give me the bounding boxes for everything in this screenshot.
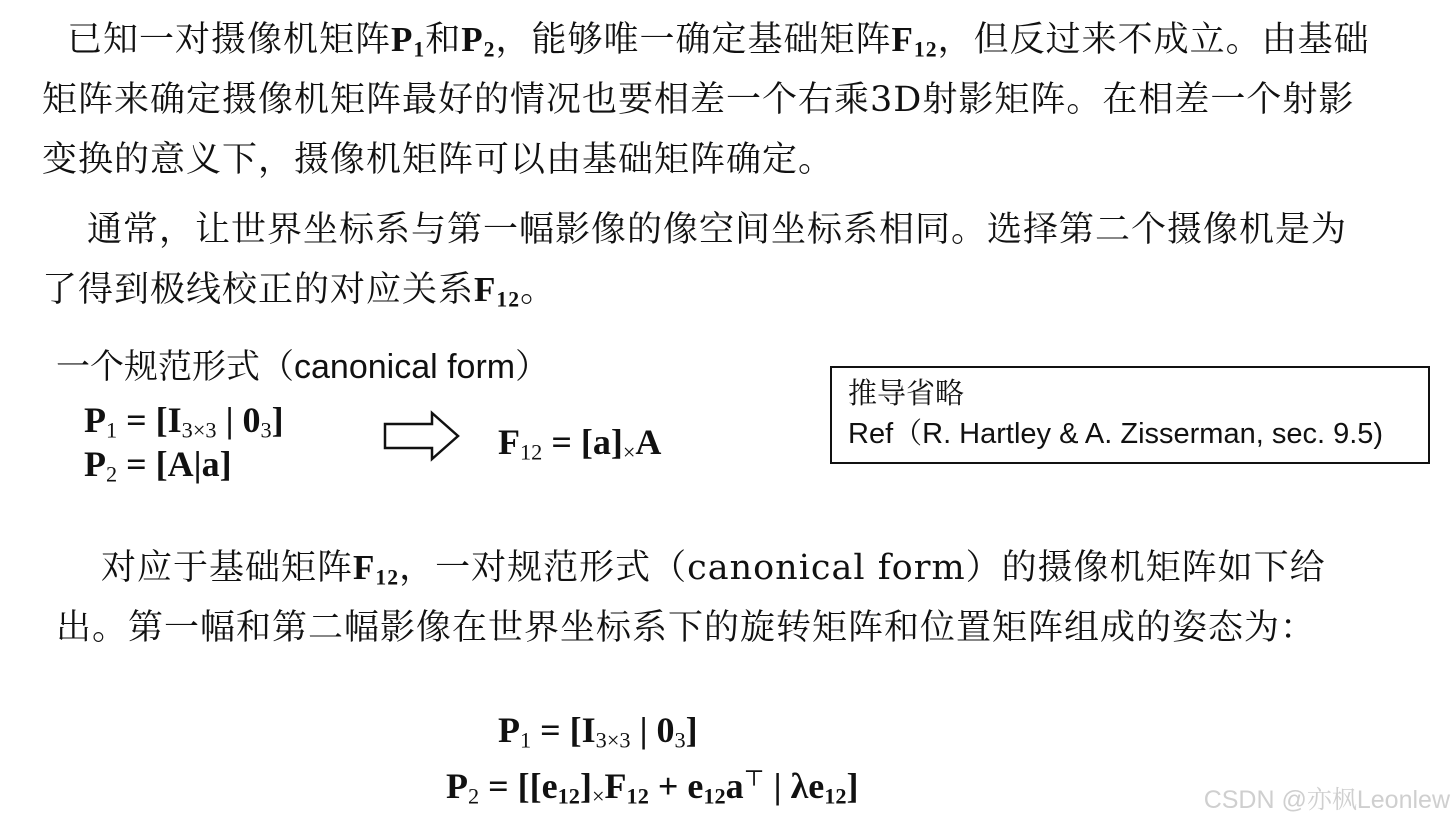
eq-p2-rhs: = [A|a] <box>117 444 232 484</box>
f12-symbol-3 <box>353 548 400 590</box>
eq-f-rhs-b: A <box>635 422 662 462</box>
f12-symbol-2 <box>474 270 521 312</box>
p1-symbol <box>391 20 426 62</box>
eq-f-rhs-a: = [a] <box>542 422 623 462</box>
f-sub-2: 12 <box>496 287 521 312</box>
final-p2-equation <box>446 764 859 808</box>
eq-f-rhs-sub: × <box>622 439 636 465</box>
paragraph-2 <box>42 200 1372 320</box>
para2-text-2: 。 <box>520 270 557 310</box>
p2-sub: 2 <box>483 37 496 62</box>
final-p2-rhs-sub1: 12 <box>557 783 580 809</box>
paragraph-1 <box>42 10 1372 190</box>
final-p2-rhs-a: = [[e <box>479 766 558 806</box>
eq-p1-rhs-c: ] <box>271 400 284 440</box>
final-p1-rhs-c: ] <box>685 710 698 750</box>
final-p1-rhs-sub1: 3×3 <box>595 727 631 753</box>
para1-text-4: ，但反过来不成立。由基础矩阵来确定摄像机矩阵最好的情况也要相差一个右乘3D射影矩阵。在相差一个射影变换的意义下，摄像机矩阵可以由基础矩阵确定。 <box>42 20 1370 180</box>
final-p2-rhs-d: + e <box>648 766 704 806</box>
p2-symbol <box>461 20 496 62</box>
paragraph-3 <box>56 538 1372 658</box>
ref-line-1: 推导省略 <box>848 378 965 410</box>
eq-p1-sub: 1 <box>106 417 118 443</box>
final-p2-rhs-sub3: 12 <box>626 783 649 809</box>
final-p1-equation <box>498 708 698 752</box>
eq-p1-rhs-a: = [I <box>117 400 182 440</box>
csdn-watermark: CSDN @亦枫Leonlew <box>1203 786 1450 814</box>
f-letter-2: F <box>474 270 497 309</box>
eq-f-lhs: F <box>498 422 520 462</box>
canonical-p2-equation <box>84 442 232 486</box>
reference-box <box>830 366 1430 464</box>
para1-text-1: 已知一对摄像机矩阵 <box>67 20 392 60</box>
final-p1-sub: 1 <box>520 727 532 753</box>
final-p2-lhs: P <box>446 766 468 806</box>
eq-p1-lhs: P <box>84 400 106 440</box>
canonical-p1-equation <box>84 398 284 442</box>
final-p1-rhs-sub2: 3 <box>674 727 686 753</box>
f-letter: F <box>891 20 914 59</box>
para3-text-2: ，一对规范形式（canonical form）的摄像机矩阵如下给出。第一幅和第二幅影像在世界坐标系下的旋转矩阵和位置矩阵组成的姿态为： <box>56 548 1326 648</box>
ref-line-2: Ref（R. Hartley & A. Zisserman, sec. 9.5) <box>848 418 1384 450</box>
right-hollow-arrow-icon <box>382 410 462 462</box>
final-p2-rhs-c: F <box>604 766 627 806</box>
p2-letter: P <box>461 20 484 59</box>
final-p1-rhs-a: = [I <box>531 710 596 750</box>
final-p2-rhs-sub5: 12 <box>824 783 847 809</box>
final-p2-rhs-b: ] <box>579 766 592 806</box>
final-p1-lhs: P <box>498 710 520 750</box>
f12-symbol <box>891 20 938 62</box>
para3-text-1: 对应于基础矩阵 <box>101 548 354 588</box>
para2-text-1: 通常，让世界坐标系与第一幅影像的像空间坐标系相同。选择第二个摄像机是为了得到极线校正的对应关系 <box>42 210 1348 310</box>
eq-f-sub: 12 <box>520 439 543 465</box>
eq-p2-sub: 2 <box>106 461 118 487</box>
f12-equation <box>498 420 661 464</box>
f-letter-3: F <box>353 548 376 587</box>
final-p2-rhs-sub4: 12 <box>703 783 726 809</box>
final-p2-rhs-sub2: × <box>591 783 605 809</box>
f-sub: 12 <box>913 37 938 62</box>
para1-text-3: ，能够唯一确定基础矩阵 <box>495 20 892 60</box>
final-p2-rhs-g: ] <box>846 766 859 806</box>
final-p1-rhs-b: | 0 <box>630 710 675 750</box>
eq-p1-rhs-b: | 0 <box>216 400 261 440</box>
final-p2-rhs-e: a <box>725 766 744 806</box>
final-p2-rhs-f: | λe <box>764 766 825 806</box>
f-sub-3: 12 <box>375 565 400 590</box>
p1-sub: 1 <box>413 37 426 62</box>
canonical-form-label: 一个规范形式（canonical form） <box>56 348 550 386</box>
eq-p1-rhs-sub1: 3×3 <box>181 417 217 443</box>
eq-p1-rhs-sub2: 3 <box>260 417 272 443</box>
final-p2-sub: 2 <box>468 783 480 809</box>
final-p2-rhs-sup: ⊤ <box>743 765 765 791</box>
eq-p2-lhs: P <box>84 444 106 484</box>
para1-text-2: 和 <box>425 20 462 60</box>
p1-letter: P <box>391 20 414 59</box>
